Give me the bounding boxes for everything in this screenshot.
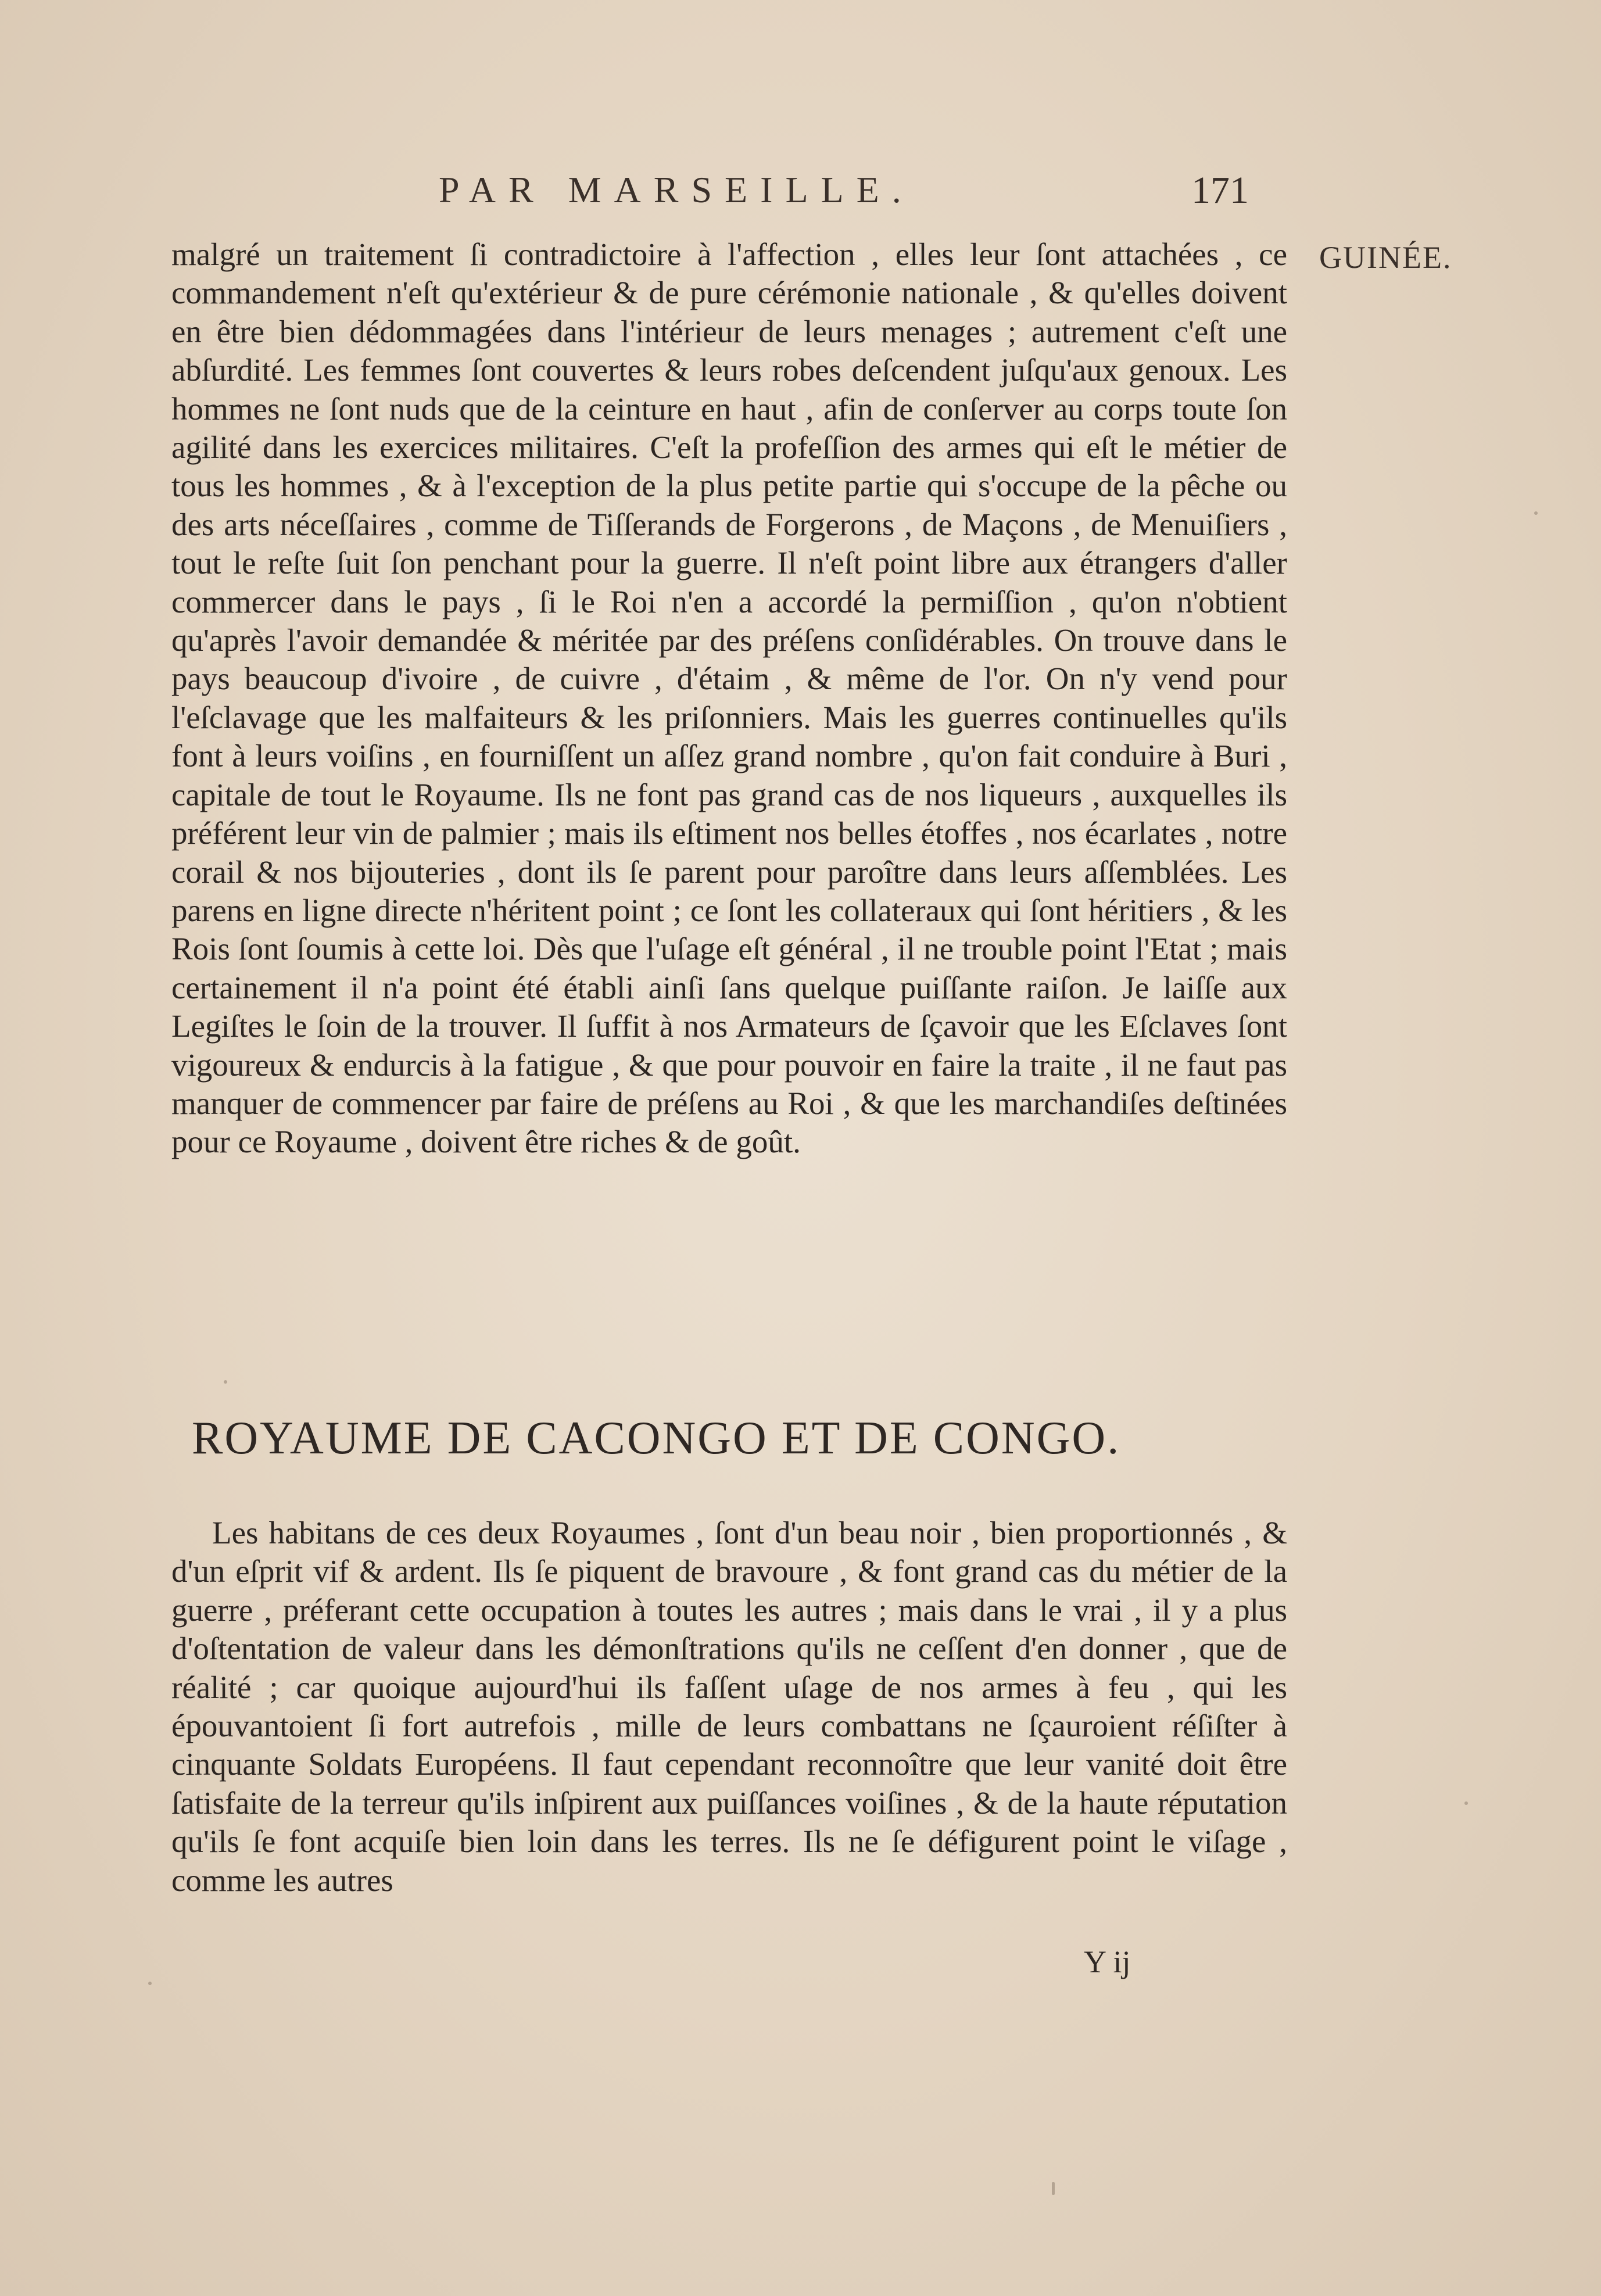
paper-speck bbox=[1052, 2182, 1055, 2195]
margin-note: GUINÉE. bbox=[1319, 240, 1452, 275]
paragraph-second: Les habitans de ces deux Royaumes , ſont d'un beau noir , bien proportionnés , & d'un eſprit vif & ardent. Ils ſe piquent de bravoure , & font grand cas du métier de la guerre , préferant cette occupation à toutes les autres ; mais dans le vrai , il y a plus d'oſtentation de valeur dans les démonſtrations qu'ils ne ceſſent d'en donner , que de réalité ; car quoique aujourd'hui ils faſſent uſage de nos armes à feu , qui les épouvantoient ſi fort autrefois , mille de leurs combattans ne ſçauroient réſiſter à cinquante Soldats Européens. Il faut cependant reconnoître que leur vanité doit être ſatisfaite de la terreur qu'ils inſpirent aux puiſſances voiſines , & de la haute réputation qu'ils ſe font acquiſe bien loin dans les terres. Ils ne ſe défigurent point le viſage , comme les autres bbox=[171, 1515, 1287, 1898]
paragraph-first: malgré un traitement ſi contradictoire à l'affection , elles leur ſont attachées , ce commandement n'eſt qu'extérieur & de pure cérémonie nationale , & qu'elles doivent en être bien dédommagées dans l'intérieur de leurs menages ; autrement c'eſt une abſurdité. Les femmes ſont couvertes & leurs robes deſcendent juſqu'aux genoux. Les hommes ne ſont nuds que de la ceinture en haut , afin de conſerver au corps toute ſon agilité dans les exercices militaires. C'eſt la profeſſion des armes qui eſt le métier de tous les hommes , & à l'exception de la plus petite partie qui s'occupe de la pêche ou des arts néceſſaires , comme de Tiſſerands de Forgerons , de Maçons , de Menuiſiers , tout le reſte ſuit ſon penchant pour la guerre. Il n'eſt point libre aux étrangers d'aller commercer dans le pays , ſi le Roi n'en a accordé la permiſſion , qu'on n'obtient qu'après l'avoir demandée & méritée par des préſens conſidérables. On trouve dans le pays beaucoup d'ivoire , de cuivre , d'étaim , & même de l'or. On n'y vend pour l'eſclavage que les malfaiteurs & les priſonniers. Mais les guerres continuelles qu'ils font à leurs voiſins , en fourniſſent un aſſez grand nombre , qu'on fait conduire à Buri , capitale de tout le Royaume. Ils ne font pas grand cas de nos liqueurs , auxquelles ils préférent leur vin de palmier ; mais ils eſtiment nos belles étoffes , nos écarlates , notre corail & nos bijouteries , dont ils ſe parent pour paroître dans leurs aſſemblées. Les parens en ligne directe n'héritent point ; ce ſont les collateraux qui ſont héritiers , & les Rois ſont ſoumis à cette loi. Dès que l'uſage eſt général , il ne trouble point l'Etat ; mais certainement il n'a point été établi ainſi ſans quelque puiſſante raiſon. Je laiſſe aux Legiſtes le ſoin de la trouver. Il ſuffit à nos Armateurs de ſçavoir que les Eſclaves ſont vigoureux & endurcis à la fatigue , & que pour pouvoir en faire la traite , il ne faut pas manquer de commencer par faire de préſens au Roi , & que les marchandiſes deſtinées pour ce Royaume , doivent être riches & de goût. bbox=[171, 237, 1287, 1160]
paper-speck bbox=[1534, 511, 1538, 515]
paper-speck bbox=[148, 1982, 152, 1985]
section-heading: ROYAUME DE CACONGO ET DE CONGO. bbox=[192, 1413, 1121, 1464]
running-title: PAR MARSEILLE. bbox=[439, 169, 914, 210]
paper-speck bbox=[224, 1380, 227, 1384]
paper-speck bbox=[1464, 1801, 1468, 1805]
page-number: 171 bbox=[1191, 169, 1249, 212]
signature-mark: Y ij bbox=[1084, 1944, 1131, 1979]
